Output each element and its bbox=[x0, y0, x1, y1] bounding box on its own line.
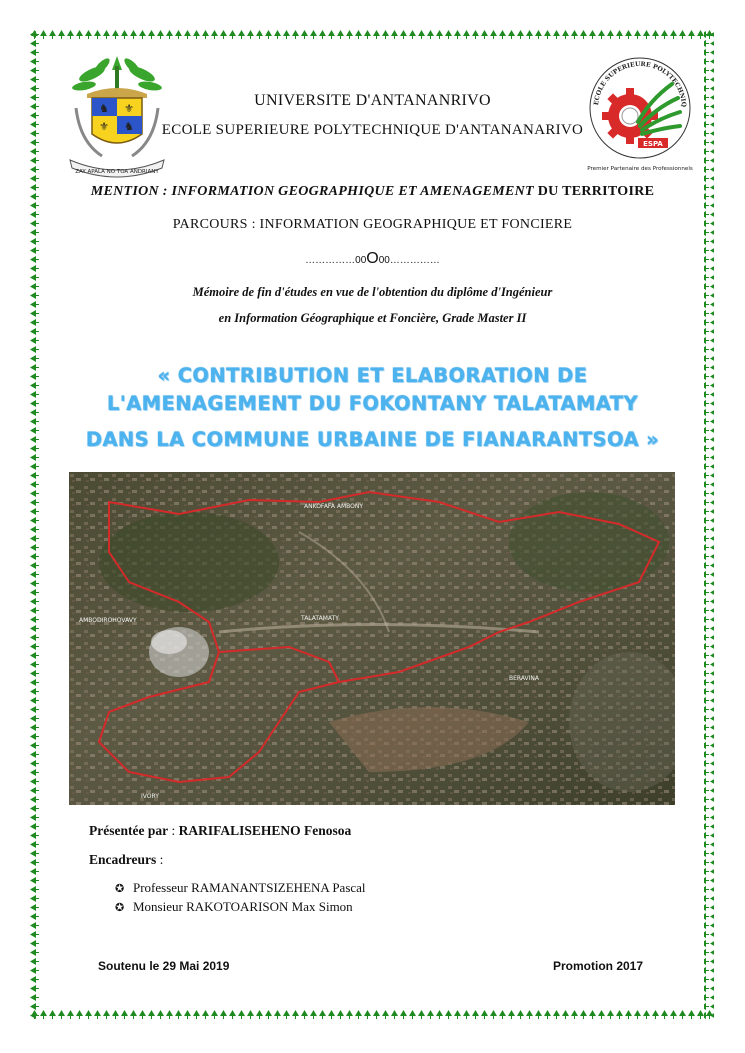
espa-ring-text: ECOLE SUPERIEURE POLYTECHNIQ bbox=[593, 60, 688, 108]
espa-tagline: Premier Partenaire des Professionnels bbox=[587, 166, 693, 172]
promotion-year: Promotion 2017 bbox=[553, 959, 644, 973]
map-label-center: TALATAMATY bbox=[301, 615, 339, 622]
supervisors-label: Encadreurs bbox=[89, 852, 157, 867]
supervisors-colon: : bbox=[156, 852, 164, 867]
supervisor-name: Professeur RAMANANTSIZEHENA Pascal bbox=[133, 880, 366, 895]
espa-gear-logo-icon bbox=[580, 50, 700, 175]
svg-text:⚜: ⚜ bbox=[99, 120, 109, 133]
star-bullet-icon: ✪ bbox=[115, 882, 125, 895]
mention-line bbox=[0, 184, 745, 200]
star-bullet-icon: ✪ bbox=[115, 901, 125, 914]
svg-text:♞: ♞ bbox=[124, 120, 134, 133]
presented-colon: : bbox=[168, 823, 179, 838]
memoire-line-2: en Information Géographique et Foncière, Grade Master II bbox=[218, 311, 527, 325]
separator-left: ……………00 bbox=[305, 255, 367, 266]
supervisor-item bbox=[115, 899, 353, 915]
thesis-title-line-1: « CONTRIBUTION ET ELABORATION DE bbox=[157, 364, 588, 387]
presented-by bbox=[89, 823, 351, 839]
supervisor-item bbox=[115, 880, 366, 896]
separator-right: 00…………… bbox=[378, 255, 440, 266]
espa-badge: ESPA bbox=[643, 140, 663, 148]
thesis-title-line-2: L'AMENAGEMENT DU FOKONTANY TALATAMATY bbox=[107, 392, 638, 415]
crest-motto: ZAY APALA NO TOA ANDRIANY bbox=[75, 169, 159, 175]
memoire-line-1: Mémoire de fin d'études en vue de l'obtention du diplôme d'Ingénieur bbox=[192, 285, 553, 299]
map-label-north: ANKOFAFA AMBONY bbox=[304, 503, 364, 510]
separator-middle: O bbox=[366, 250, 379, 267]
separator bbox=[0, 250, 745, 268]
supervisors-heading bbox=[89, 852, 163, 868]
svg-text:♞: ♞ bbox=[99, 102, 109, 115]
supervisor-name: Monsieur RAKOTOARISON Max Simon bbox=[133, 899, 353, 914]
mention-suffix: DU TERRITOIRE bbox=[533, 184, 655, 199]
author-name: RARIFALISEHENO Fenosoa bbox=[178, 823, 352, 838]
map-label-east: BERAVINA bbox=[509, 675, 540, 682]
university-name: UNIVERSITE D'ANTANANRIVO bbox=[254, 92, 491, 109]
map-label-south: IVORY bbox=[141, 793, 159, 800]
presented-label: Présentée par bbox=[89, 823, 169, 838]
svg-text:⚜: ⚜ bbox=[124, 102, 134, 115]
defense-date: Soutenu le 29 Mai 2019 bbox=[98, 959, 230, 973]
mention-label: MENTION : INFORMATION GEOGRAPHIQUE ET AMENAGEMENT bbox=[90, 184, 534, 199]
thesis-title-line-3: DANS LA COMMUNE URBAINE DE FIANARANTSOA » bbox=[85, 428, 660, 451]
school-name: ECOLE SUPERIEURE POLYTECHNIQUE D'ANTANANARIVO bbox=[161, 122, 584, 138]
parcours-line: PARCOURS : INFORMATION GEOGRAPHIQUE ET FONCIERE bbox=[172, 217, 573, 232]
satellite-map bbox=[69, 472, 675, 805]
university-crest-icon bbox=[62, 52, 172, 182]
map-label-west: AMBODIROHOVAVY bbox=[79, 617, 137, 624]
